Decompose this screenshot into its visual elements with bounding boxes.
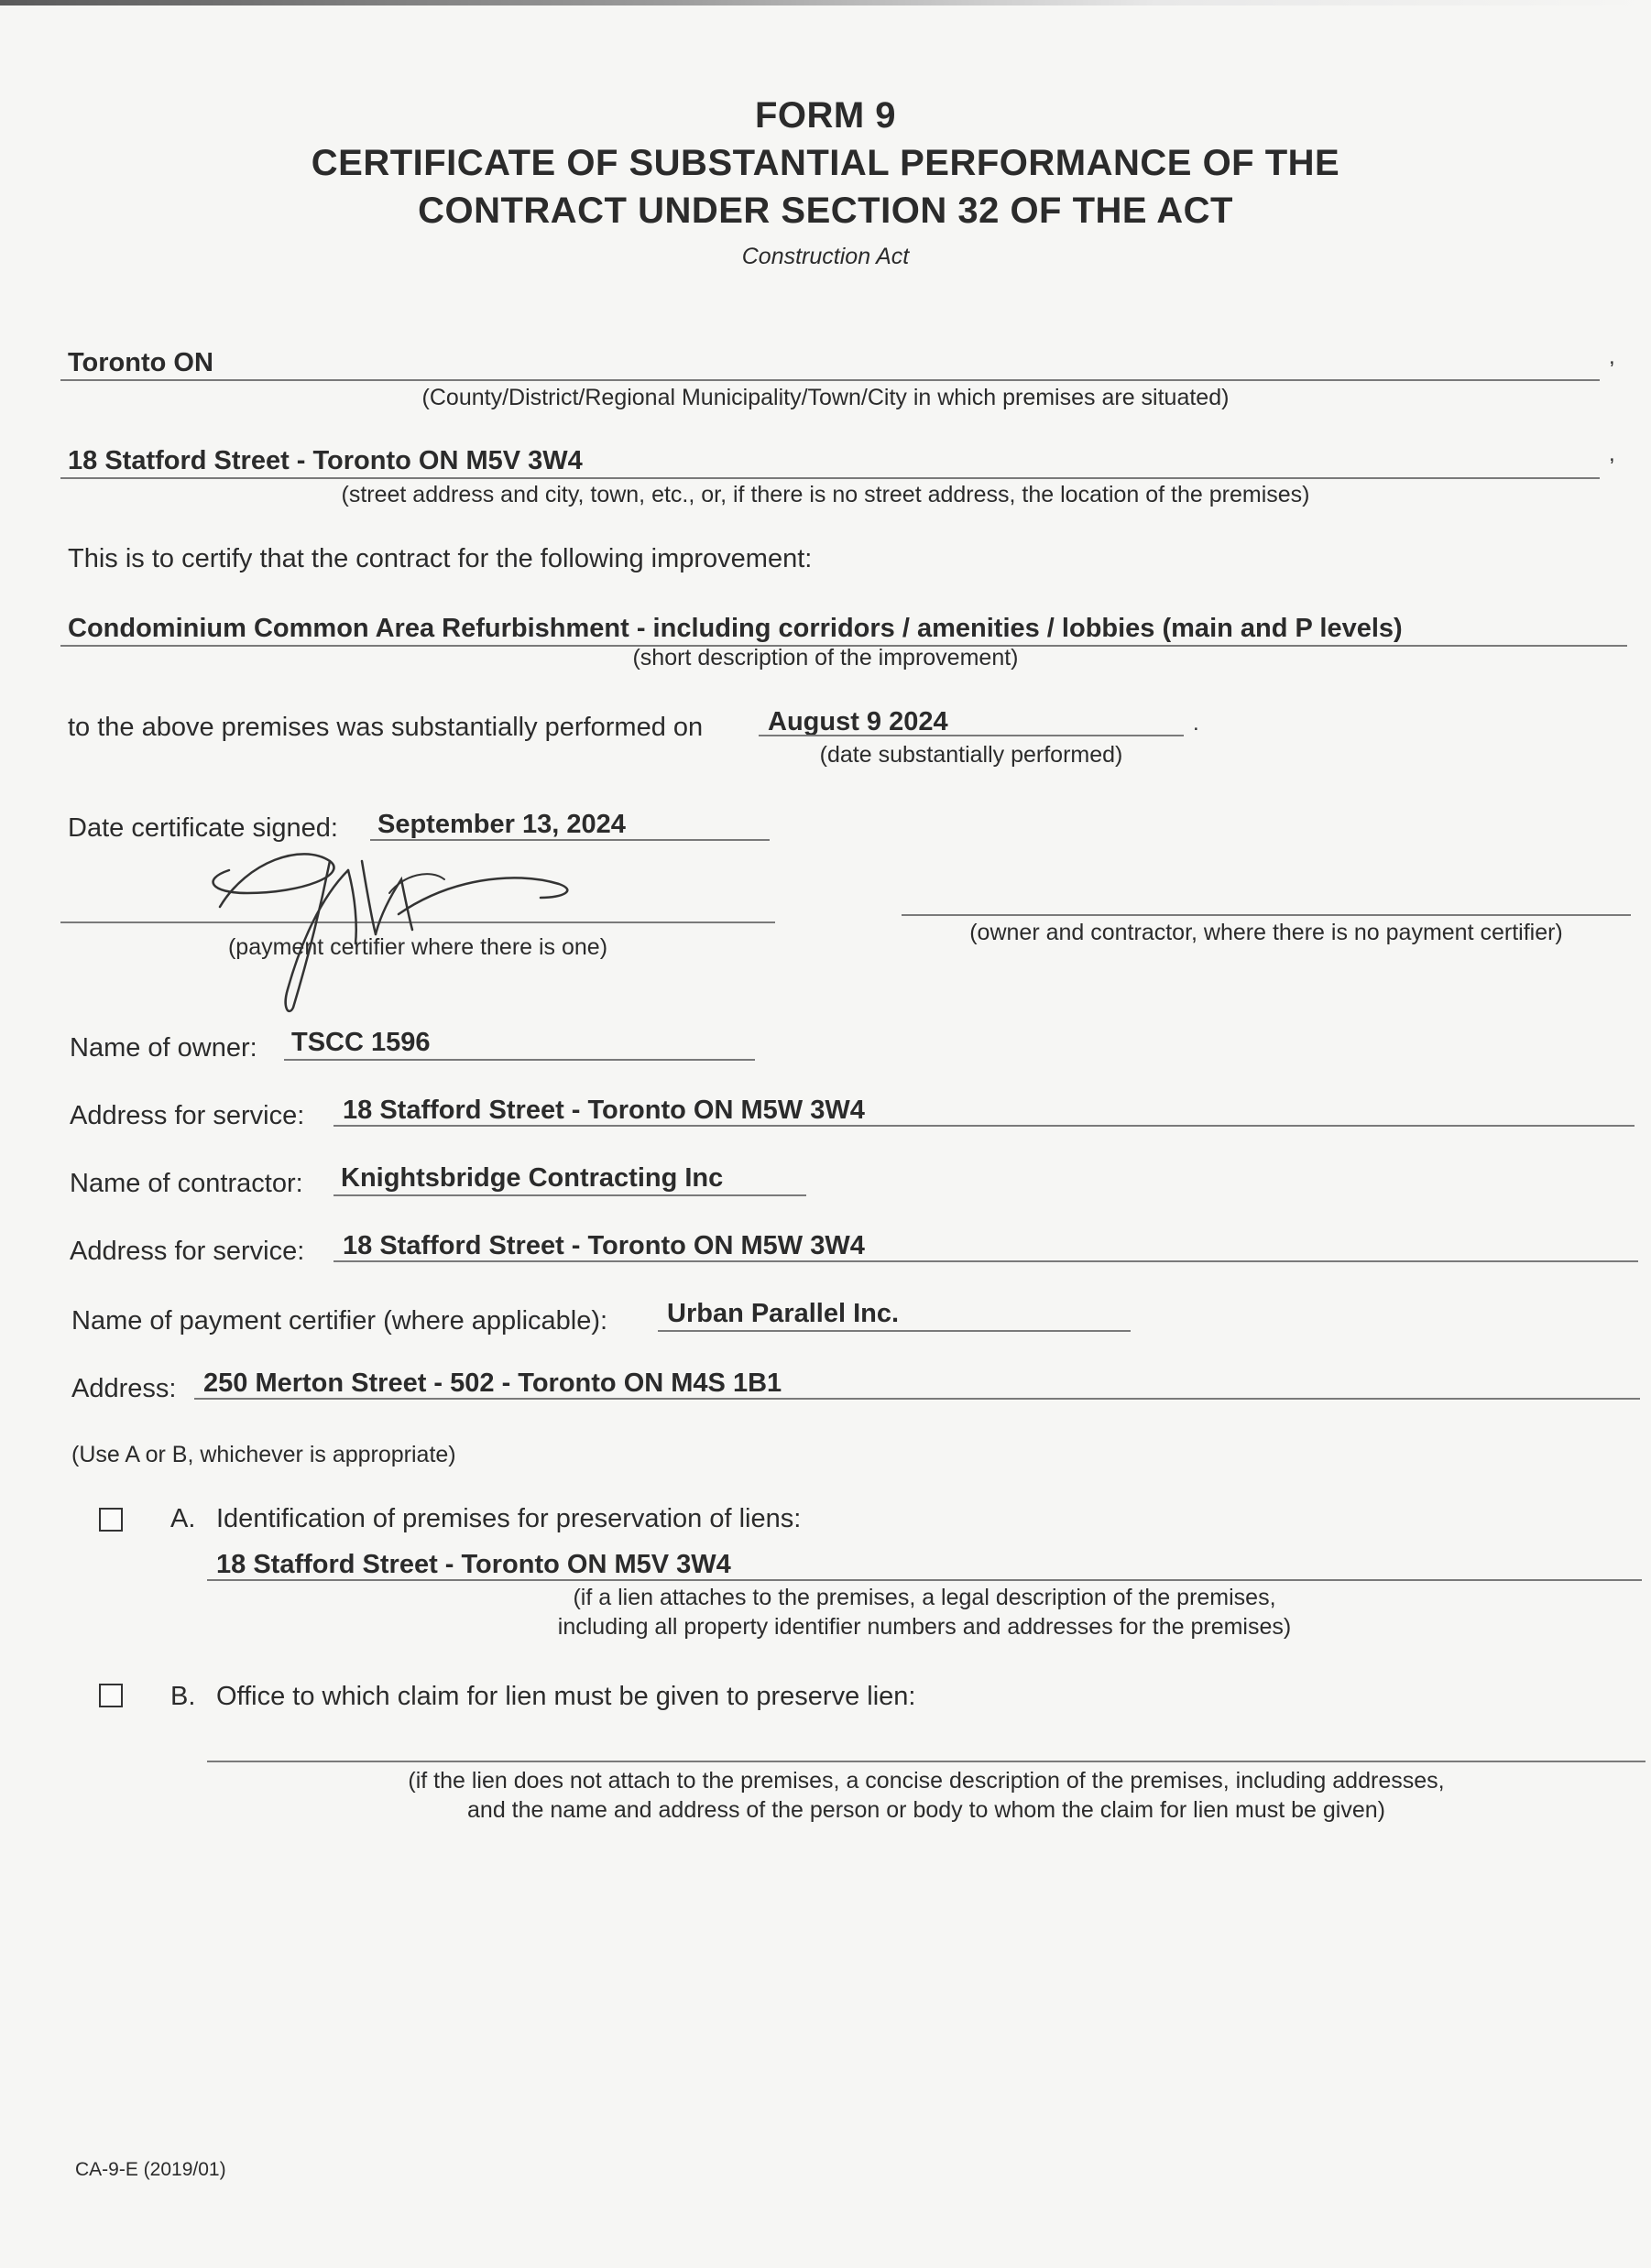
- contractor-address-underline: [333, 1260, 1638, 1262]
- option-a-caption-line1: (if a lien attaches to the premises, a legal description of the premises,: [573, 1585, 1276, 1610]
- owner-address-label: Address for service:: [70, 1101, 305, 1130]
- comma: ,: [1609, 344, 1615, 369]
- payment-certifier-label: Name of payment certifier (where applicable):: [71, 1306, 608, 1336]
- performed-date-caption: (date substantially performed): [819, 742, 1123, 768]
- period: .: [1193, 711, 1199, 736]
- payment-certifier-field[interactable]: Urban Parallel Inc.: [667, 1299, 900, 1328]
- option-a-caption-line2: including all property identifier numbers and addresses for the premises): [557, 1614, 1292, 1640]
- premises-address-field[interactable]: 18 Statford Street - Toronto ON M5V 3W4: [68, 446, 583, 475]
- contractor-field[interactable]: Knightsbridge Contracting Inc: [341, 1163, 724, 1193]
- form-title-line2: CONTRACT UNDER SECTION 32 OF THE ACT: [418, 191, 1233, 231]
- option-a-checkbox[interactable]: [99, 1508, 123, 1532]
- form-number: FORM 9: [754, 95, 897, 136]
- option-b-checkbox[interactable]: [99, 1684, 123, 1707]
- municipality-caption: (County/District/Regional Municipality/Town/City in which premises are situated): [421, 385, 1230, 410]
- option-b-letter: B.: [170, 1682, 196, 1711]
- date-signed-label: Date certificate signed:: [68, 813, 338, 843]
- option-a-field[interactable]: 18 Stafford Street - Toronto ON M5V 3W4: [216, 1550, 731, 1579]
- certify-statement: This is to certify that the contract for the following improvement:: [68, 544, 813, 573]
- municipality-field[interactable]: Toronto ON: [68, 348, 213, 377]
- option-a-underline: [207, 1579, 1642, 1581]
- comma: ,: [1609, 442, 1615, 466]
- certifier-address-label: Address:: [71, 1374, 177, 1403]
- form-title-line1: CERTIFICATE OF SUBSTANTIAL PERFORMANCE OF THE: [311, 143, 1340, 183]
- municipality-underline: [60, 379, 1600, 381]
- owner-field[interactable]: TSCC 1596: [291, 1028, 431, 1057]
- owner-address-field[interactable]: 18 Stafford Street - Toronto ON M5W 3W4: [343, 1096, 865, 1125]
- option-b-label: Office to which claim for lien must be given to preserve lien:: [216, 1682, 916, 1711]
- date-signed-field[interactable]: September 13, 2024: [377, 810, 626, 839]
- option-b-caption-line2: and the name and address of the person or body to whom the claim for lien must be given): [467, 1797, 1385, 1823]
- handwritten-signature: [192, 806, 596, 1017]
- owner-address-underline: [333, 1125, 1635, 1127]
- use-a-or-b-instruction: (Use A or B, whichever is appropriate): [71, 1442, 456, 1467]
- owner-label: Name of owner:: [70, 1033, 257, 1063]
- improvement-caption: (short description of the improvement): [632, 645, 1019, 671]
- premises-address-caption: (street address and city, town, etc., or, if there is no street address, the location of the premises): [341, 482, 1310, 507]
- payment-certifier-caption: (payment certifier where there is one): [227, 934, 608, 960]
- contractor-underline: [333, 1194, 806, 1196]
- option-a-letter: A.: [170, 1504, 196, 1533]
- option-b-underline: [207, 1761, 1646, 1762]
- certifier-address-field[interactable]: 250 Merton Street - 502 - Toronto ON M4S 1B1: [203, 1368, 782, 1398]
- performed-date-underline: [759, 735, 1184, 736]
- payment-certifier-underline: [658, 1330, 1131, 1332]
- premises-address-underline: [60, 477, 1600, 479]
- form-header: [0, 92, 1651, 275]
- option-b-caption-line1: (if the lien does not attach to the premises, a concise description of the premises, including addresses,: [408, 1768, 1445, 1794]
- owner-underline: [284, 1059, 755, 1061]
- certifier-address-underline: [194, 1398, 1640, 1400]
- contractor-address-field[interactable]: 18 Stafford Street - Toronto ON M5W 3W4: [343, 1231, 865, 1260]
- improvement-field[interactable]: Condominium Common Area Refurbishment - including corridors / amenities / lobbies (main and P levels): [68, 614, 1403, 643]
- owner-contractor-caption: (owner and contractor, where there is no payment certifier): [969, 920, 1563, 945]
- performed-label: to the above premises was substantially performed on: [68, 713, 704, 742]
- performed-date-field[interactable]: August 9 2024: [768, 707, 948, 736]
- form-code: CA-9-E (2019/01): [75, 2159, 226, 2180]
- contractor-address-label: Address for service:: [70, 1237, 305, 1266]
- contractor-label: Name of contractor:: [70, 1169, 303, 1198]
- owner-contractor-signature-line[interactable]: [902, 914, 1631, 916]
- option-a-label: Identification of premises for preservation of liens:: [216, 1504, 802, 1533]
- form-subtitle: Construction Act: [741, 244, 910, 269]
